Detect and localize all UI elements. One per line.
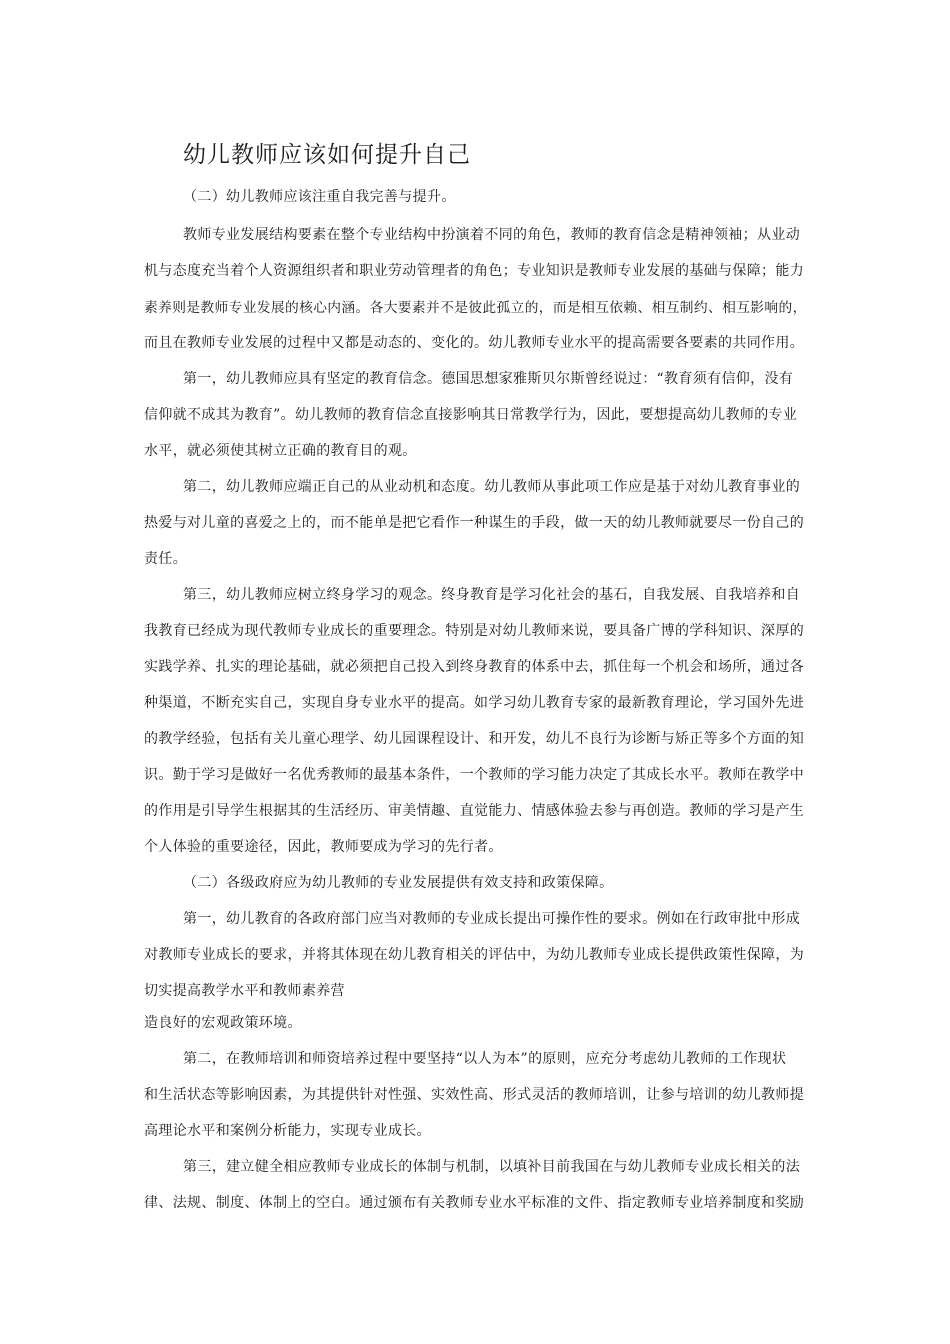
paragraph-line: 水平，就必须使其树立正确的教育目的观。 (144, 443, 417, 459)
paragraph-line: 第三，幼儿教师应树立终身学习的观念。终身教育是学习化社会的基石，自我发展、自我培养和自 (183, 587, 801, 603)
paragraph-line: 教师专业发展结构要素在整个专业结构中扮演着不同的角色，教师的教育信念是精神领袖；从业动 (183, 227, 801, 243)
paragraph-line: 种渠道，不断充实自己，实现自身专业水平的提高。如学习幼儿教育专家的最新教育理论，学习国外先进 (144, 695, 805, 711)
paragraph-line: 第二，幼儿教师应端正自己的从业动机和态度。幼儿教师从事此项工作应是基于对幼儿教育事业的 (183, 479, 801, 495)
paragraph-line: 和生活状态等影响因素，为其提供针对性强、实效性高、形式灵活的教师培训，让参与培训的幼儿教师提 (144, 1087, 805, 1103)
paragraph-line: 个人体验的重要途径，因此，教师要成为学习的先行者。 (144, 839, 503, 855)
paragraph-line: 切实提高教学水平和教师素养营 (144, 983, 345, 999)
paragraph-line: 热爱与对儿童的喜爱之上的，而不能单是把它看作一种谋生的手段，做一天的幼儿教师就要尽一份自己的 (144, 515, 805, 531)
section-heading: （二）幼儿教师应该注重自我完善与提升。 (183, 189, 456, 205)
paragraph-line: 第二，在教师培训和师资培养过程中要坚持“以人为本”的原则，应充分考虑幼儿教师的工作现状 (183, 1051, 787, 1067)
paragraph-line: 机与态度充当着个人资源组织者和职业劳动管理者的角色；专业知识是教师专业发展的基础与保障；能力 (144, 263, 805, 279)
paragraph-line: 责任。 (144, 551, 188, 567)
paragraph-line: 第一，幼儿教师应具有坚定的教育信念。德国思想家雅斯贝尔斯曾经说过：“教育须有信仰，没有 (183, 371, 794, 387)
paragraph-line: 素养则是教师专业发展的核心内涵。各大要素并不是彼此孤立的，而是相互依赖、相互制约、相互影响的， (144, 300, 807, 316)
paragraph-line: 高理论水平和案例分析能力，实现专业成长。 (144, 1123, 431, 1139)
paragraph-line: 造良好的宏观政策环境。 (144, 1015, 302, 1031)
paragraph-line: 识。勤于学习是做好一名优秀教师的最基本条件，一个教师的学习能力决定了其成长水平。教师在教学中 (144, 767, 805, 783)
paragraph-line: 而且在教师专业发展的过程中又都是动态的、变化的。幼儿教师专业水平的提高需要各要素的共同作用。 (144, 335, 805, 351)
document-title: 幼儿教师应该如何提升自己 (183, 142, 471, 168)
paragraph-line: 的教学经验，包括有关儿童心理学、幼儿园课程设计、和开发，幼儿不良行为诊断与矫正等多个方面的知 (144, 731, 805, 747)
paragraph-line: 第一，幼儿教育的各政府部门应当对教师的专业成长提出可操作性的要求。例如在行政审批中形成 (183, 911, 801, 927)
paragraph-line: 实践学养、扎实的理论基础，就必须把自己投入到终身教育的体系中去，抓住每一个机会和场所，通过各 (144, 659, 805, 675)
paragraph-line: 我教育已经成为现代教师专业成长的重要理念。特别是对幼儿教师来说，要具备广博的学科知识、深厚的 (144, 623, 805, 639)
paragraph-line: 对教师专业成长的要求，并将其体现在幼儿教育相关的评估中，为幼儿教师专业成长提供政策性保障，为 (144, 947, 805, 963)
paragraph-line: 的作用是引导学生根据其的生活经历、审美情趣、直觉能力、情感体验去参与再创造。教师的学习是产生 (144, 803, 805, 819)
paragraph-line: 律、法规、制度、体制上的空白。通过颁布有关教师专业水平标准的文件、指定教师专业培养制度和奖励 (144, 1195, 805, 1211)
paragraph-line: 第三，建立健全相应教师专业成长的体制与机制，以填补目前我国在与幼儿教师专业成长相关的法 (183, 1159, 801, 1175)
section-heading: （二）各级政府应为幼儿教师的专业发展提供有效支持和政策保障。 (183, 875, 614, 891)
paragraph-line: 信仰就不成其为教育”。幼儿教师的教育信念直接影响其日常教学行为，因此，要想提高幼儿教师的专业 (144, 407, 798, 423)
